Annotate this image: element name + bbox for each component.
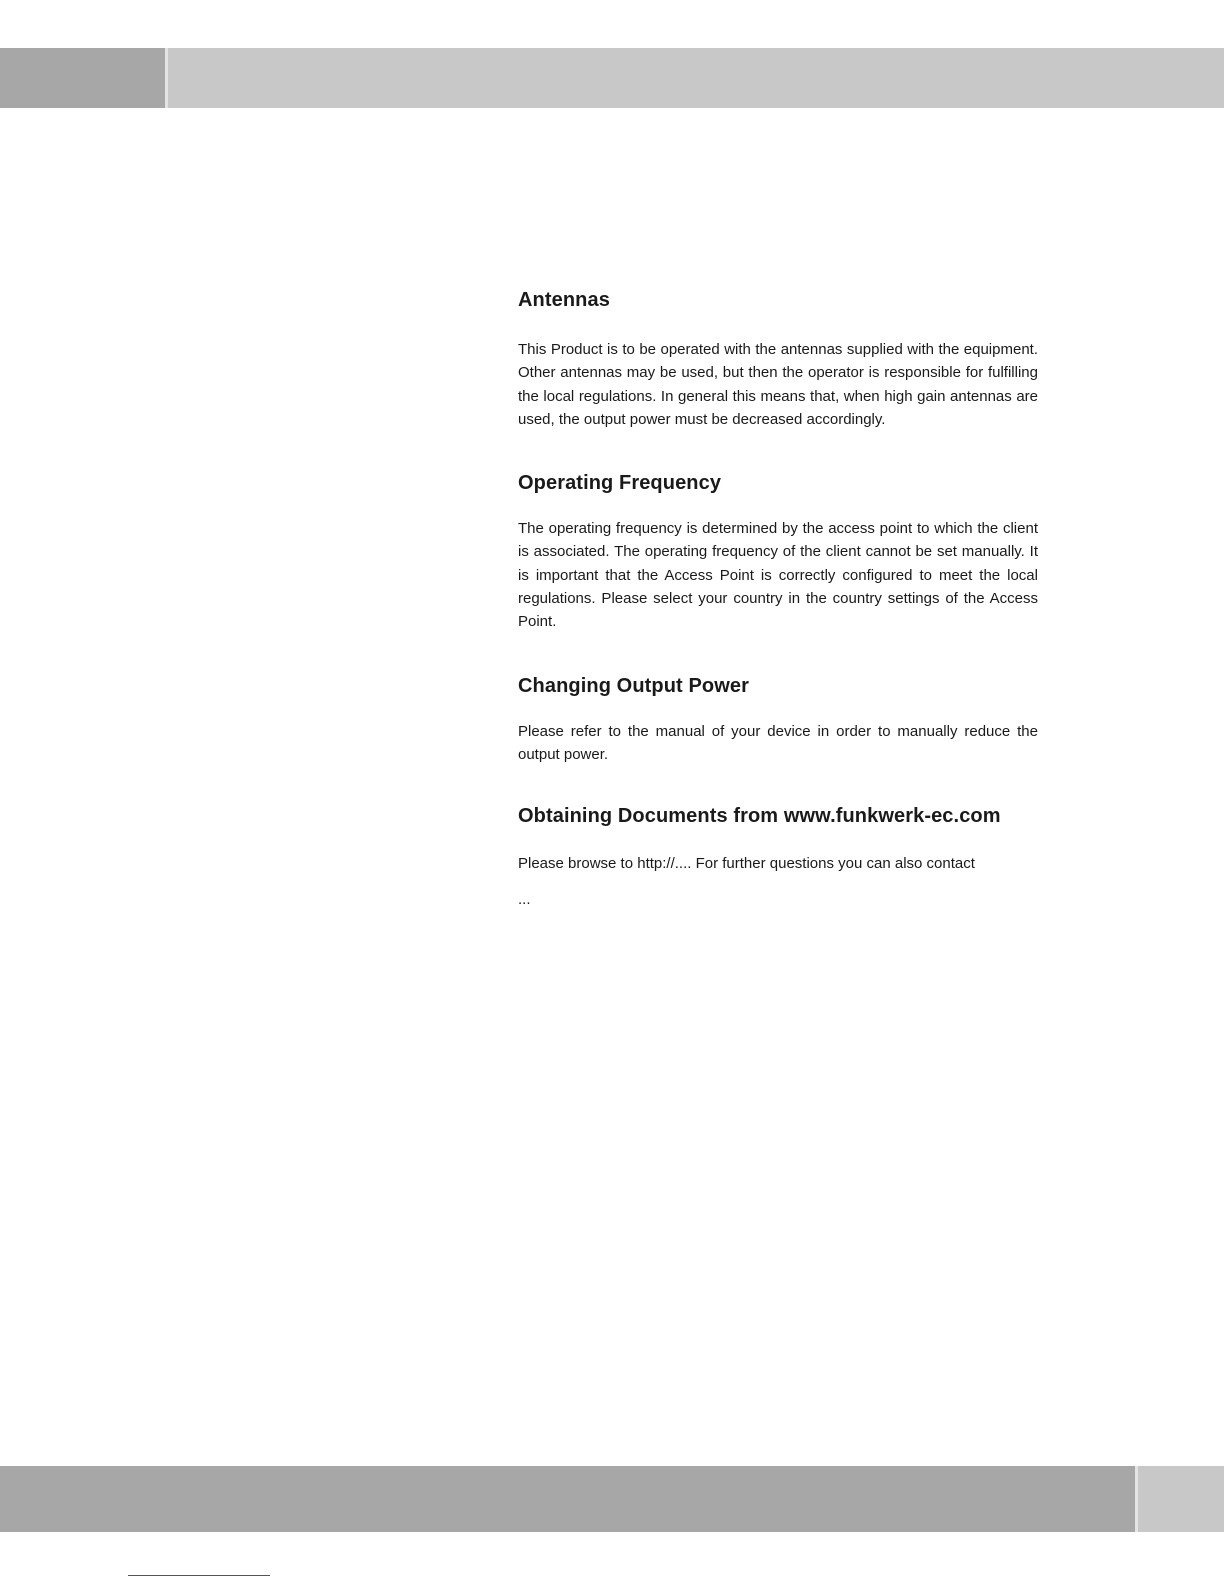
section-antennas — [518, 286, 1038, 431]
section-body-changing-output-power: Please refer to the manual of your device in order to manually reduce the output power. — [518, 722, 1038, 763]
header-bar — [168, 48, 1224, 108]
section-obtaining-documents — [518, 802, 1038, 911]
footer-rule-line — [128, 1575, 270, 1576]
content-column — [518, 286, 1038, 911]
section-heading-changing-output-power: Changing Output Power — [518, 674, 749, 697]
section-body-operating-frequency: The operating frequency is determined by the access point to which the client is associated. The operating frequency of the client cannot be set manually. It is important that the Access Point is correctly configured to meet the local regulations. Please select your country in the country settings of the Access Point. — [518, 520, 1038, 631]
section-operating-frequency — [518, 469, 1038, 633]
header-tab-block — [0, 48, 165, 108]
footer-tab-block — [1138, 1466, 1224, 1532]
section-body-obtaining-documents: Please browse to http://.... For further questions you can also contact — [518, 855, 975, 873]
section-continuation-obtaining-documents: ... — [518, 890, 531, 908]
section-heading-antennas: Antennas — [518, 289, 610, 311]
section-heading-obtaining-documents: Obtaining Documents from www.funkwerk-ec.com — [518, 805, 1001, 828]
section-heading-operating-frequency: Operating Frequency — [518, 472, 722, 495]
footer-band — [0, 1466, 1224, 1532]
section-body-antennas: This Product is to be operated with the antennas supplied with the equipment. Other antennas may be used, but then the operator is responsible for fulfilling the local regulations. In general this means that, when high gain antennas are used, the output power must be decreased accordingly. — [518, 341, 1038, 428]
header-band — [0, 48, 1224, 108]
footer-bar — [0, 1466, 1135, 1532]
section-changing-output-power — [518, 672, 1038, 767]
